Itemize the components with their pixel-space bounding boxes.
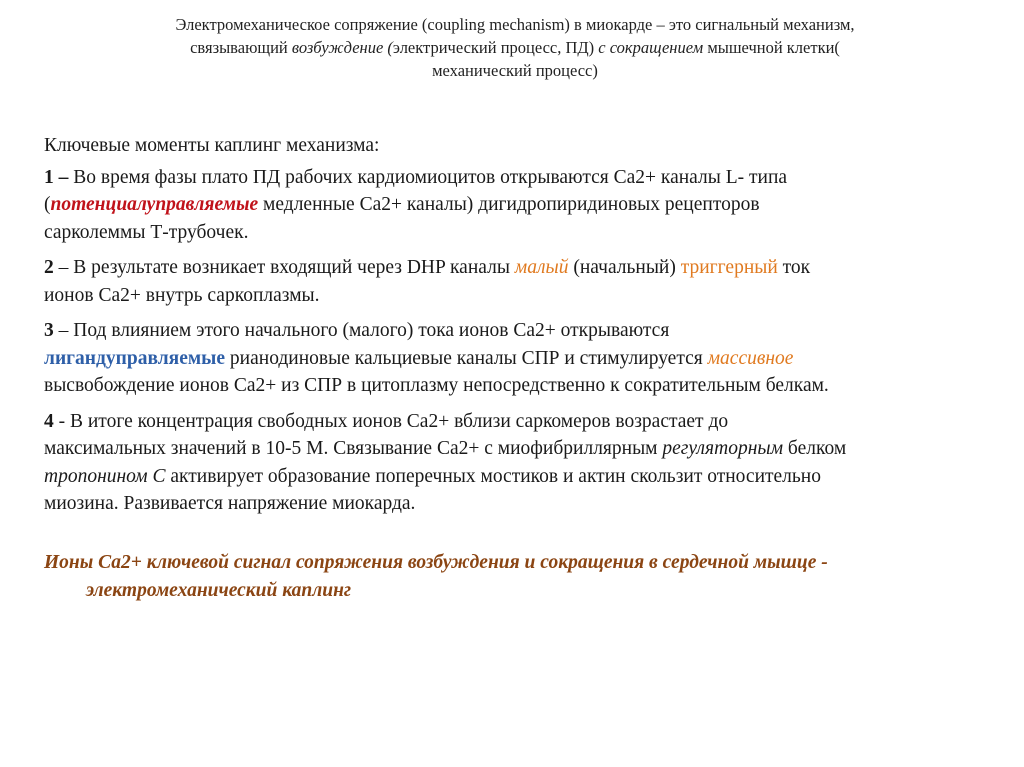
point-2-text-1b: (начальный) [568, 257, 681, 278]
point-4-line-2 [44, 435, 984, 463]
point-3-text-2a: рианодиновые кальциевые каналы СПР и стимулируется [225, 347, 708, 369]
point-4-text-1: - В итоге концентрация свободных ионов Са2+ вблизи саркомеров возрастает до [53, 410, 729, 432]
term-trigger: триггерный [680, 257, 778, 278]
point-2-text-1a: – В результате возникает входящий через DHP каналы [53, 257, 515, 278]
point-3 [44, 317, 984, 400]
point-2-line-1 [44, 254, 984, 282]
title-line-3: механический процесс) [432, 61, 598, 80]
point-2 [44, 254, 984, 309]
point-2-line-2: ионов Са2+ внутрь саркоплазмы. [44, 284, 320, 306]
point-3-text-1: – Под влиянием этого начального (малого) тока ионов Са2+ открываются [53, 320, 670, 341]
title-line-2-e: мышечной клетки( [703, 38, 840, 57]
point-4 [44, 408, 984, 518]
point-1-number: 1 – [44, 166, 69, 188]
point-4-text-2b: белком [783, 438, 847, 459]
point-1 [44, 164, 984, 247]
point-4-number: 4 [44, 410, 54, 432]
term-small: малый [514, 257, 569, 278]
content-heading: Ключевые моменты каплинг механизма: [44, 135, 380, 156]
conclusion-line-2: электромеханический каплинг [86, 580, 352, 601]
point-3-line-3: высвобождение ионов Са2+ из СПР в цитоплазму непосредственно к сократительным белкам. [44, 375, 829, 396]
point-3-line-2 [44, 345, 984, 373]
point-1-text-2b: медленные Са2+ каналы) дигидропиридиновых рецепторов [258, 194, 760, 215]
point-4-text-3a: активирует образование поперечных мостиков и актин скользит относительно [165, 465, 821, 487]
point-3-line-1 [44, 317, 984, 345]
title-line-2 [60, 36, 970, 59]
point-4-line-4: миозина. Развивается напряжение миокарда. [44, 493, 416, 514]
title-line-2-b: возбуждение ( [291, 38, 393, 57]
term-voltage-gated: потенциалуправляемые [50, 194, 259, 215]
term-ligand-gated: лигандуправляемые [44, 347, 226, 369]
title-line-1: Электромеханическое сопряжение (coupling mechanism) в миокарде – это сигнальный механизм, [175, 15, 855, 34]
point-4-text-2a: максимальных значений в 10-5 М. Связывание Са2+ с миофибриллярным [44, 438, 663, 459]
point-1-line-2 [44, 191, 984, 219]
term-troponin-c: тропонином С [44, 465, 166, 487]
point-4-line-3 [44, 463, 984, 491]
point-2-text-1c: ток [777, 257, 811, 278]
title-line-2-a: связывающий [190, 38, 292, 57]
content [44, 132, 984, 518]
point-1-line-1 [44, 164, 984, 192]
point-4-line-1 [44, 408, 984, 436]
title-line-2-d: с сокращением [598, 38, 704, 57]
point-1-line-3: сарколеммы Т-трубочек. [44, 221, 249, 243]
term-massive: массивное [707, 347, 794, 369]
title-line-2-c: электрический процесс, ПД) [392, 38, 599, 57]
point-3-number: 3 [44, 320, 54, 341]
point-1-text-1: Во время фазы плато ПД рабочих кардиомиоцитов открываются Са2+ каналы L- типа [68, 166, 788, 188]
conclusion-line-1: Ионы Са2+ ключевой сигнал сопряжения возбуждения и сокращения в сердечной мышце - [44, 552, 828, 573]
slide-title [60, 13, 970, 82]
term-regulatory: регуляторным [662, 438, 784, 459]
point-2-number: 2 [44, 257, 54, 278]
point-1-text-2a: ( [44, 194, 51, 215]
conclusion [44, 549, 984, 605]
